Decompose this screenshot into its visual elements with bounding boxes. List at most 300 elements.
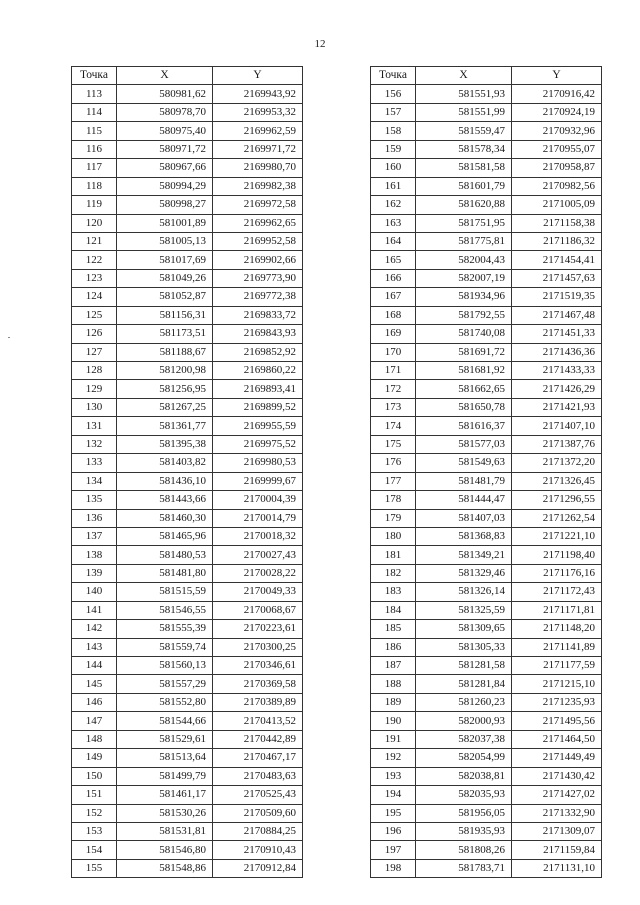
x-coordinate: 581305,33 — [416, 638, 512, 656]
table-row — [72, 159, 303, 177]
y-coordinate: 2170413,52 — [213, 712, 303, 730]
point-number: 122 — [72, 251, 117, 269]
point-number: 127 — [72, 343, 117, 361]
y-coordinate: 2171148,20 — [512, 620, 602, 638]
header-point: Точка — [72, 67, 117, 85]
x-coordinate: 581005,13 — [117, 232, 213, 250]
y-coordinate: 2169902,66 — [213, 251, 303, 269]
point-number: 172 — [371, 380, 416, 398]
point-number: 125 — [72, 306, 117, 324]
point-number: 148 — [72, 730, 117, 748]
y-coordinate: 2170300,25 — [213, 638, 303, 656]
point-number: 157 — [371, 103, 416, 121]
point-number: 136 — [72, 509, 117, 527]
y-coordinate: 2170223,61 — [213, 620, 303, 638]
x-coordinate: 581052,87 — [117, 288, 213, 306]
point-number: 158 — [371, 122, 416, 140]
table-header-row — [72, 67, 303, 85]
y-coordinate: 2169955,59 — [213, 417, 303, 435]
y-coordinate: 2169852,92 — [213, 343, 303, 361]
y-coordinate: 2169860,22 — [213, 362, 303, 380]
point-number: 179 — [371, 509, 416, 527]
point-number: 191 — [371, 730, 416, 748]
point-number: 186 — [371, 638, 416, 656]
point-number: 176 — [371, 454, 416, 472]
point-number: 154 — [72, 841, 117, 859]
table-row — [72, 601, 303, 619]
y-coordinate: 2170509,60 — [213, 804, 303, 822]
table-row — [72, 454, 303, 472]
y-coordinate: 2171158,38 — [512, 214, 602, 232]
x-coordinate: 581783,71 — [416, 859, 512, 877]
y-coordinate: 2169899,52 — [213, 398, 303, 416]
table-row — [371, 859, 602, 877]
point-number: 182 — [371, 564, 416, 582]
table-row — [72, 435, 303, 453]
point-number: 151 — [72, 786, 117, 804]
table-row — [371, 767, 602, 785]
x-coordinate: 581581,58 — [416, 159, 512, 177]
table-row — [72, 491, 303, 509]
x-coordinate: 581436,10 — [117, 472, 213, 490]
y-coordinate: 2171421,93 — [512, 398, 602, 416]
point-number: 123 — [72, 269, 117, 287]
table-row — [371, 122, 602, 140]
y-coordinate: 2171262,54 — [512, 509, 602, 527]
y-coordinate: 2171387,76 — [512, 435, 602, 453]
point-number: 114 — [72, 103, 117, 121]
y-coordinate: 2170004,39 — [213, 491, 303, 509]
table-row — [371, 527, 602, 545]
point-number: 115 — [72, 122, 117, 140]
y-coordinate: 2169980,70 — [213, 159, 303, 177]
point-number: 138 — [72, 546, 117, 564]
x-coordinate: 580994,29 — [117, 177, 213, 195]
x-coordinate: 581691,72 — [416, 343, 512, 361]
point-number: 174 — [371, 417, 416, 435]
x-coordinate: 581309,65 — [416, 620, 512, 638]
point-number: 189 — [371, 693, 416, 711]
point-number: 149 — [72, 749, 117, 767]
x-coordinate: 581577,03 — [416, 435, 512, 453]
y-coordinate: 2169962,65 — [213, 214, 303, 232]
x-coordinate: 581548,86 — [117, 859, 213, 877]
y-coordinate: 2171296,55 — [512, 491, 602, 509]
point-number: 180 — [371, 527, 416, 545]
point-number: 152 — [72, 804, 117, 822]
point-number: 164 — [371, 232, 416, 250]
y-coordinate: 2169999,67 — [213, 472, 303, 490]
point-number: 169 — [371, 325, 416, 343]
point-number: 147 — [72, 712, 117, 730]
x-coordinate: 581546,55 — [117, 601, 213, 619]
point-number: 190 — [371, 712, 416, 730]
y-coordinate: 2171198,40 — [512, 546, 602, 564]
point-number: 129 — [72, 380, 117, 398]
y-coordinate: 2171430,42 — [512, 767, 602, 785]
point-number: 196 — [371, 822, 416, 840]
y-coordinate: 2171495,56 — [512, 712, 602, 730]
y-coordinate: 2169982,38 — [213, 177, 303, 195]
x-coordinate: 581616,37 — [416, 417, 512, 435]
y-coordinate: 2170982,56 — [512, 177, 602, 195]
point-number: 142 — [72, 620, 117, 638]
x-coordinate: 581549,63 — [416, 454, 512, 472]
table-row — [72, 583, 303, 601]
table-row — [72, 472, 303, 490]
table-row — [72, 509, 303, 527]
x-coordinate: 581460,30 — [117, 509, 213, 527]
x-coordinate: 581499,79 — [117, 767, 213, 785]
y-coordinate: 2169843,93 — [213, 325, 303, 343]
table-row — [371, 380, 602, 398]
header-point: Точка — [371, 67, 416, 85]
x-coordinate: 581551,99 — [416, 103, 512, 121]
y-coordinate: 2170346,61 — [213, 657, 303, 675]
table-row — [72, 564, 303, 582]
y-coordinate: 2171131,10 — [512, 859, 602, 877]
x-coordinate: 582007,19 — [416, 269, 512, 287]
table-row — [72, 362, 303, 380]
x-coordinate: 581559,47 — [416, 122, 512, 140]
point-number: 119 — [72, 196, 117, 214]
x-coordinate: 581200,98 — [117, 362, 213, 380]
table-row — [371, 251, 602, 269]
table-row — [72, 859, 303, 877]
y-coordinate: 2171372,20 — [512, 454, 602, 472]
x-coordinate: 581792,55 — [416, 306, 512, 324]
table-row — [72, 251, 303, 269]
x-coordinate: 581662,65 — [416, 380, 512, 398]
table-row — [371, 730, 602, 748]
table-row — [371, 601, 602, 619]
table-row — [72, 85, 303, 103]
y-coordinate: 2171426,29 — [512, 380, 602, 398]
table-row — [371, 269, 602, 287]
y-coordinate: 2171326,45 — [512, 472, 602, 490]
x-coordinate: 581601,79 — [416, 177, 512, 195]
x-coordinate: 581529,61 — [117, 730, 213, 748]
x-coordinate: 581546,80 — [117, 841, 213, 859]
x-coordinate: 581530,26 — [117, 804, 213, 822]
x-coordinate: 581325,59 — [416, 601, 512, 619]
y-coordinate: 2169972,58 — [213, 196, 303, 214]
point-number: 183 — [371, 583, 416, 601]
y-coordinate: 2170910,43 — [213, 841, 303, 859]
table-row — [371, 398, 602, 416]
x-coordinate: 581368,83 — [416, 527, 512, 545]
x-coordinate: 582038,81 — [416, 767, 512, 785]
y-coordinate: 2170912,84 — [213, 859, 303, 877]
x-coordinate: 581560,13 — [117, 657, 213, 675]
table-row — [72, 638, 303, 656]
x-coordinate: 581531,81 — [117, 822, 213, 840]
table-row — [371, 325, 602, 343]
point-number: 133 — [72, 454, 117, 472]
point-number: 195 — [371, 804, 416, 822]
x-coordinate: 581461,17 — [117, 786, 213, 804]
x-coordinate: 581559,74 — [117, 638, 213, 656]
point-number: 173 — [371, 398, 416, 416]
table-row — [72, 380, 303, 398]
x-coordinate: 581465,96 — [117, 527, 213, 545]
point-number: 187 — [371, 657, 416, 675]
table-row — [371, 804, 602, 822]
point-number: 144 — [72, 657, 117, 675]
table-row — [72, 730, 303, 748]
x-coordinate: 581256,95 — [117, 380, 213, 398]
table-row — [371, 85, 602, 103]
x-coordinate: 581620,88 — [416, 196, 512, 214]
table-row — [72, 841, 303, 859]
point-number: 159 — [371, 140, 416, 158]
table-header-row — [371, 67, 602, 85]
table-row — [371, 140, 602, 158]
table-row — [72, 140, 303, 158]
x-coordinate: 581515,59 — [117, 583, 213, 601]
y-coordinate: 2170018,32 — [213, 527, 303, 545]
y-coordinate: 2169975,52 — [213, 435, 303, 453]
x-coordinate: 581281,84 — [416, 675, 512, 693]
point-number: 153 — [72, 822, 117, 840]
point-number: 134 — [72, 472, 117, 490]
table-row — [72, 620, 303, 638]
point-number: 140 — [72, 583, 117, 601]
point-number: 160 — [371, 159, 416, 177]
y-coordinate: 2171141,89 — [512, 638, 602, 656]
y-coordinate: 2171407,10 — [512, 417, 602, 435]
point-number: 178 — [371, 491, 416, 509]
point-number: 193 — [371, 767, 416, 785]
y-coordinate: 2171005,09 — [512, 196, 602, 214]
table-row — [371, 306, 602, 324]
x-coordinate: 580981,62 — [117, 85, 213, 103]
table-row — [371, 232, 602, 250]
y-coordinate: 2169971,72 — [213, 140, 303, 158]
y-coordinate: 2171433,33 — [512, 362, 602, 380]
x-coordinate: 581361,77 — [117, 417, 213, 435]
table-row — [72, 214, 303, 232]
table-row — [371, 822, 602, 840]
x-coordinate: 581557,29 — [117, 675, 213, 693]
point-number: 198 — [371, 859, 416, 877]
x-coordinate: 581751,95 — [416, 214, 512, 232]
point-number: 168 — [371, 306, 416, 324]
point-number: 192 — [371, 749, 416, 767]
table-row — [371, 564, 602, 582]
x-coordinate: 581049,26 — [117, 269, 213, 287]
x-coordinate: 581481,79 — [416, 472, 512, 490]
table-row — [371, 620, 602, 638]
table-row — [72, 306, 303, 324]
y-coordinate: 2169980,53 — [213, 454, 303, 472]
table-row — [371, 693, 602, 711]
y-coordinate: 2169952,58 — [213, 232, 303, 250]
y-coordinate: 2170525,43 — [213, 786, 303, 804]
x-coordinate: 580998,27 — [117, 196, 213, 214]
y-coordinate: 2171309,07 — [512, 822, 602, 840]
table-row — [371, 749, 602, 767]
table-row — [371, 417, 602, 435]
y-coordinate: 2170028,22 — [213, 564, 303, 582]
x-coordinate: 581329,46 — [416, 564, 512, 582]
table-row — [371, 343, 602, 361]
y-coordinate: 2169962,59 — [213, 122, 303, 140]
y-coordinate: 2170924,19 — [512, 103, 602, 121]
header-x: X — [117, 67, 213, 85]
table-row — [371, 583, 602, 601]
x-coordinate: 581808,26 — [416, 841, 512, 859]
y-coordinate: 2171451,33 — [512, 325, 602, 343]
y-coordinate: 2171171,81 — [512, 601, 602, 619]
table-row — [371, 196, 602, 214]
table-row — [72, 822, 303, 840]
y-coordinate: 2171332,90 — [512, 804, 602, 822]
x-coordinate: 581267,25 — [117, 398, 213, 416]
x-coordinate: 581326,14 — [416, 583, 512, 601]
x-coordinate: 580971,72 — [117, 140, 213, 158]
x-coordinate: 581544,66 — [117, 712, 213, 730]
x-coordinate: 580975,40 — [117, 122, 213, 140]
x-coordinate: 581650,78 — [416, 398, 512, 416]
table-row — [72, 196, 303, 214]
x-coordinate: 581403,82 — [117, 454, 213, 472]
table-row — [72, 177, 303, 195]
point-number: 145 — [72, 675, 117, 693]
y-coordinate: 2171467,48 — [512, 306, 602, 324]
x-coordinate: 580967,66 — [117, 159, 213, 177]
table-body — [371, 85, 602, 878]
point-number: 197 — [371, 841, 416, 859]
point-number: 188 — [371, 675, 416, 693]
x-coordinate: 581956,05 — [416, 804, 512, 822]
header-x: X — [416, 67, 512, 85]
header-y: Y — [213, 67, 303, 85]
point-number: 181 — [371, 546, 416, 564]
point-number: 141 — [72, 601, 117, 619]
y-coordinate: 2171172,43 — [512, 583, 602, 601]
y-coordinate: 2170483,63 — [213, 767, 303, 785]
y-coordinate: 2170884,25 — [213, 822, 303, 840]
y-coordinate: 2169953,32 — [213, 103, 303, 121]
point-number: 131 — [72, 417, 117, 435]
y-coordinate: 2170955,07 — [512, 140, 602, 158]
table-row — [72, 786, 303, 804]
x-coordinate: 581681,92 — [416, 362, 512, 380]
x-coordinate: 581740,08 — [416, 325, 512, 343]
x-coordinate: 581481,80 — [117, 564, 213, 582]
y-coordinate: 2171427,02 — [512, 786, 602, 804]
point-number: 170 — [371, 343, 416, 361]
table-row — [72, 103, 303, 121]
table-row — [72, 675, 303, 693]
table-row — [72, 546, 303, 564]
y-coordinate: 2171454,41 — [512, 251, 602, 269]
table-row — [371, 638, 602, 656]
table-row — [72, 398, 303, 416]
point-number: 120 — [72, 214, 117, 232]
x-coordinate: 581260,23 — [416, 693, 512, 711]
point-number: 161 — [371, 177, 416, 195]
x-coordinate: 582037,38 — [416, 730, 512, 748]
table-row — [72, 804, 303, 822]
point-number: 163 — [371, 214, 416, 232]
point-number: 126 — [72, 325, 117, 343]
point-number: 185 — [371, 620, 416, 638]
point-number: 124 — [72, 288, 117, 306]
table-row — [371, 509, 602, 527]
table-row — [371, 786, 602, 804]
y-coordinate: 2171436,36 — [512, 343, 602, 361]
point-number: 184 — [371, 601, 416, 619]
x-coordinate: 581578,34 — [416, 140, 512, 158]
table-row — [371, 675, 602, 693]
x-coordinate: 581513,64 — [117, 749, 213, 767]
y-coordinate: 2170068,67 — [213, 601, 303, 619]
x-coordinate: 581407,03 — [416, 509, 512, 527]
y-coordinate: 2171221,10 — [512, 527, 602, 545]
x-coordinate: 581444,47 — [416, 491, 512, 509]
point-number: 116 — [72, 140, 117, 158]
table-row — [72, 325, 303, 343]
header-y: Y — [512, 67, 602, 85]
table-row — [371, 103, 602, 121]
x-coordinate: 581017,69 — [117, 251, 213, 269]
table-row — [72, 122, 303, 140]
y-coordinate: 2171235,93 — [512, 693, 602, 711]
x-coordinate: 581480,53 — [117, 546, 213, 564]
x-coordinate: 581173,51 — [117, 325, 213, 343]
point-number: 171 — [371, 362, 416, 380]
x-coordinate: 581552,80 — [117, 693, 213, 711]
point-number: 121 — [72, 232, 117, 250]
point-number: 117 — [72, 159, 117, 177]
table-row — [371, 214, 602, 232]
y-coordinate: 2171215,10 — [512, 675, 602, 693]
x-coordinate: 581551,93 — [416, 85, 512, 103]
table-row — [72, 767, 303, 785]
table-row — [371, 177, 602, 195]
x-coordinate: 581281,58 — [416, 657, 512, 675]
x-coordinate: 582054,99 — [416, 749, 512, 767]
table-row — [371, 657, 602, 675]
y-coordinate: 2169833,72 — [213, 306, 303, 324]
point-number: 146 — [72, 693, 117, 711]
point-number: 177 — [371, 472, 416, 490]
y-coordinate: 2171457,63 — [512, 269, 602, 287]
point-number: 130 — [72, 398, 117, 416]
x-coordinate: 581001,89 — [117, 214, 213, 232]
point-number: 166 — [371, 269, 416, 287]
y-coordinate: 2170916,42 — [512, 85, 602, 103]
x-coordinate: 582004,43 — [416, 251, 512, 269]
table-row — [72, 288, 303, 306]
y-coordinate: 2170958,87 — [512, 159, 602, 177]
point-number: 162 — [371, 196, 416, 214]
point-number: 137 — [72, 527, 117, 545]
table-row — [371, 841, 602, 859]
x-coordinate: 581555,39 — [117, 620, 213, 638]
y-coordinate: 2171177,59 — [512, 657, 602, 675]
table-row — [72, 343, 303, 361]
table-body — [72, 85, 303, 878]
table-row — [72, 232, 303, 250]
table-row — [371, 712, 602, 730]
point-number: 155 — [72, 859, 117, 877]
point-number: 139 — [72, 564, 117, 582]
point-number: 194 — [371, 786, 416, 804]
point-number: 118 — [72, 177, 117, 195]
